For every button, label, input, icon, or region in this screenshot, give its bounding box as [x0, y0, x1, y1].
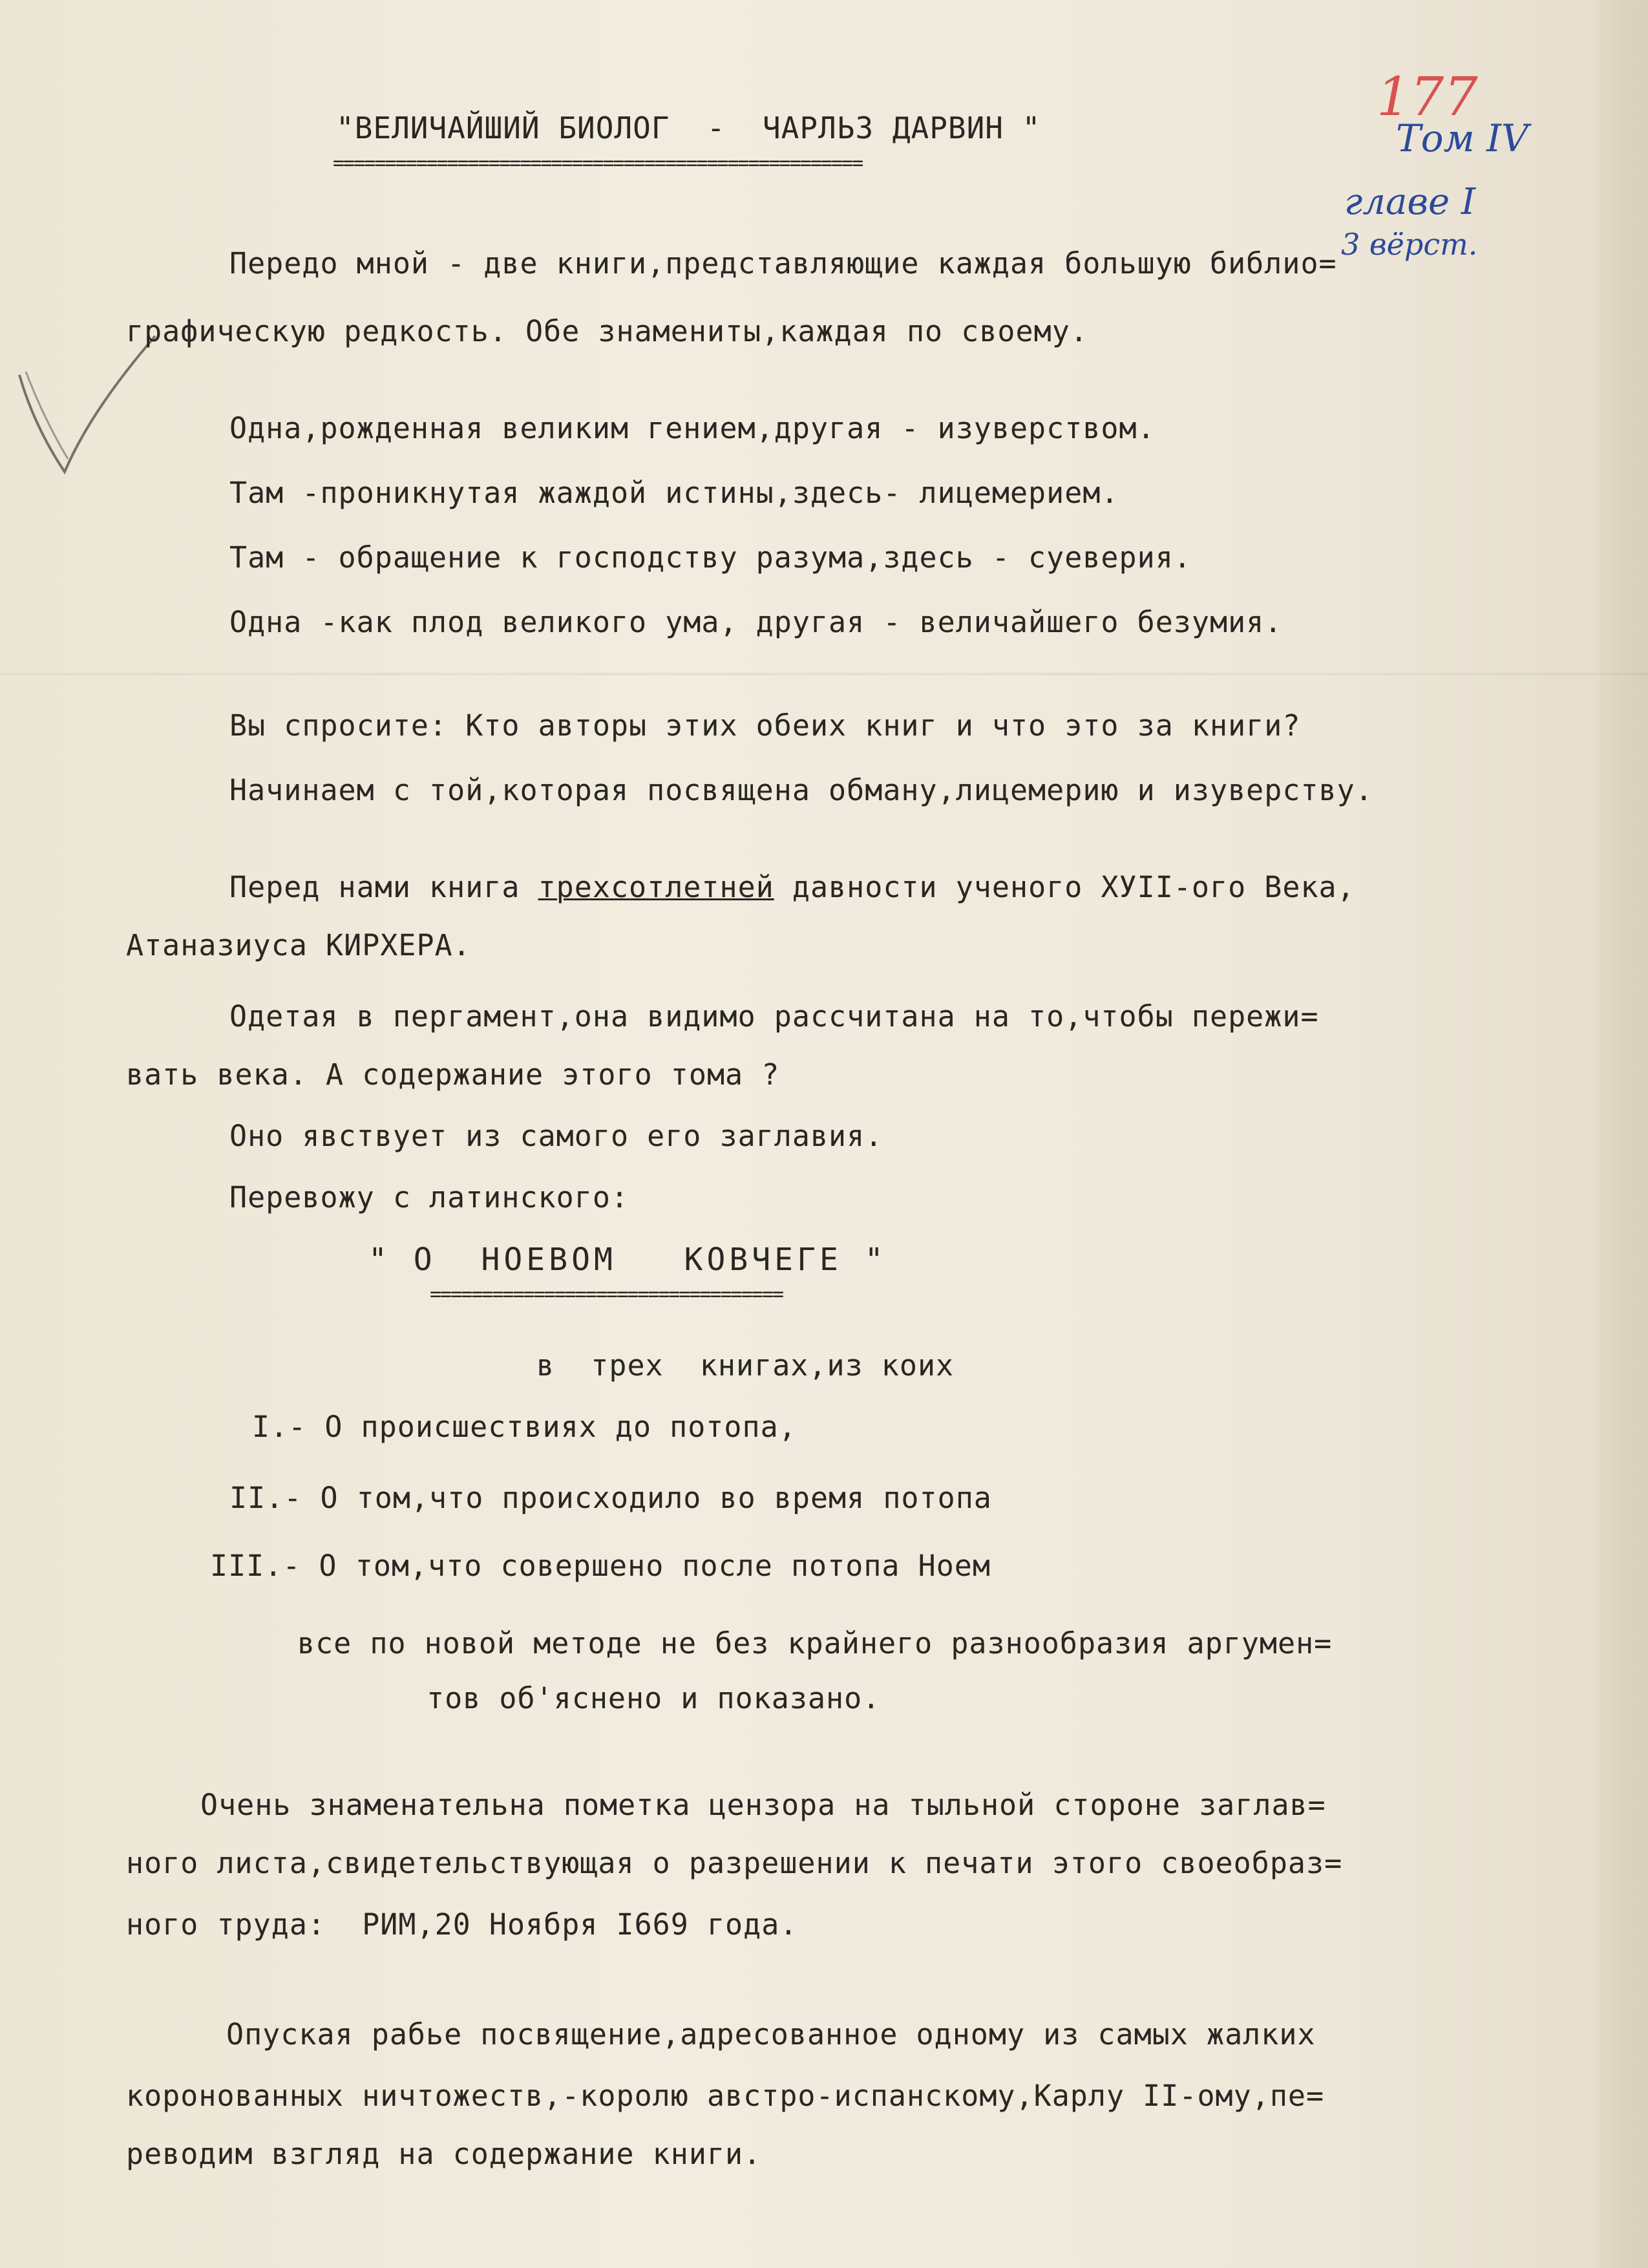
censor-note-3: ного труда: РИМ,20 Ноября I669 года. — [126, 1907, 798, 1942]
page-title: "ВЕЛИЧАЙШИЙ БИОЛОГ - ЧАРЛЬЗ ДАРВИН " — [336, 111, 1041, 145]
description-line-3: Оно явствует из самого его заглавия. — [229, 1119, 883, 1153]
author-line-1-start: Перед нами книга — [229, 870, 538, 904]
sheet-annotation: 3 вёрст. — [1341, 227, 1478, 262]
book-contents-1: I.- О происшествиях до потопа, — [252, 1410, 797, 1444]
book-subtitle: в трех книгах,из коих — [536, 1348, 955, 1383]
book-contents-3: III.- О том,что совершено после потопа Ноем — [210, 1549, 991, 1583]
volume-annotation: Том IV — [1396, 116, 1528, 160]
closing-line-2: коронованных ничтожеств,-королю австро-испанскому,Карлу II-ому,пе= — [126, 2079, 1325, 2113]
book-footer-1: все по новой методе не без крайнего разнообразия аргумен= — [297, 1626, 1333, 1660]
paper-crease — [0, 672, 1648, 676]
book-title: " О НОЕВОМ КОВЧЕГЕ " — [368, 1242, 887, 1278]
censor-note-1: Очень знаменательна пометка цензора на тыльной стороне заглав= — [200, 1788, 1326, 1822]
censor-note-2: ного листа,свидетельствующая о разрешении к печати этого своеобраз= — [126, 1846, 1343, 1880]
contrast-line-1: Одна,рожденная великим гением,другая - изуверством. — [229, 411, 1156, 445]
author-line-1 — [229, 870, 1355, 904]
chapter-annotation: главе I — [1344, 181, 1475, 223]
begin-line: Начинаем с той,которая посвящена обману,лицемерию и изуверству. — [229, 773, 1373, 807]
question-line: Вы спросите: Кто авторы этих обеих книг и что это за книги? — [229, 708, 1301, 743]
intro-line-1: Передо мной - две книги,представляющие каждая большую библио= — [229, 246, 1337, 281]
page-number-annotation: 177 — [1377, 67, 1478, 128]
title-underline: =================================================== — [333, 152, 863, 175]
author-line-2: Атаназиуса КИРХЕРА. — [126, 928, 471, 962]
intro-line-2: графическую редкость. Обе знамениты,каждая по своему. — [126, 314, 1088, 348]
book-title-underline: ================================== — [430, 1283, 783, 1306]
book-contents-2: II.- О том,что происходило во время потопа — [229, 1481, 992, 1515]
underlined-word: трехсотлетней — [538, 870, 774, 904]
contrast-line-3: Там - обращение к господству разума,здесь - суеверия. — [229, 540, 1192, 575]
description-line-1: Одетая в пергамент,она видимо рассчитана на то,чтобы пережи= — [229, 999, 1319, 1033]
book-footer-2: тов об'яснено и показано. — [427, 1681, 881, 1715]
author-line-1-end: давности ученого ХУII-ого Века, — [774, 870, 1355, 904]
closing-line-1: Опуская рабье посвящение,адресованное одному из самых жалких — [226, 2017, 1316, 2051]
closing-line-3: реводим взгляд на содержание книги. — [126, 2137, 762, 2171]
folded-right-edge — [1600, 0, 1648, 2268]
contrast-line-2: Там -проникнутая жаждой истины,здесь- лицемерием. — [229, 476, 1119, 510]
description-line-2: вать века. А содержание этого тома ? — [126, 1057, 780, 1092]
contrast-line-4: Одна -как плод великого ума, другая - величайшего безумия. — [229, 605, 1283, 639]
description-line-4: Перевожу с латинского: — [229, 1180, 629, 1214]
